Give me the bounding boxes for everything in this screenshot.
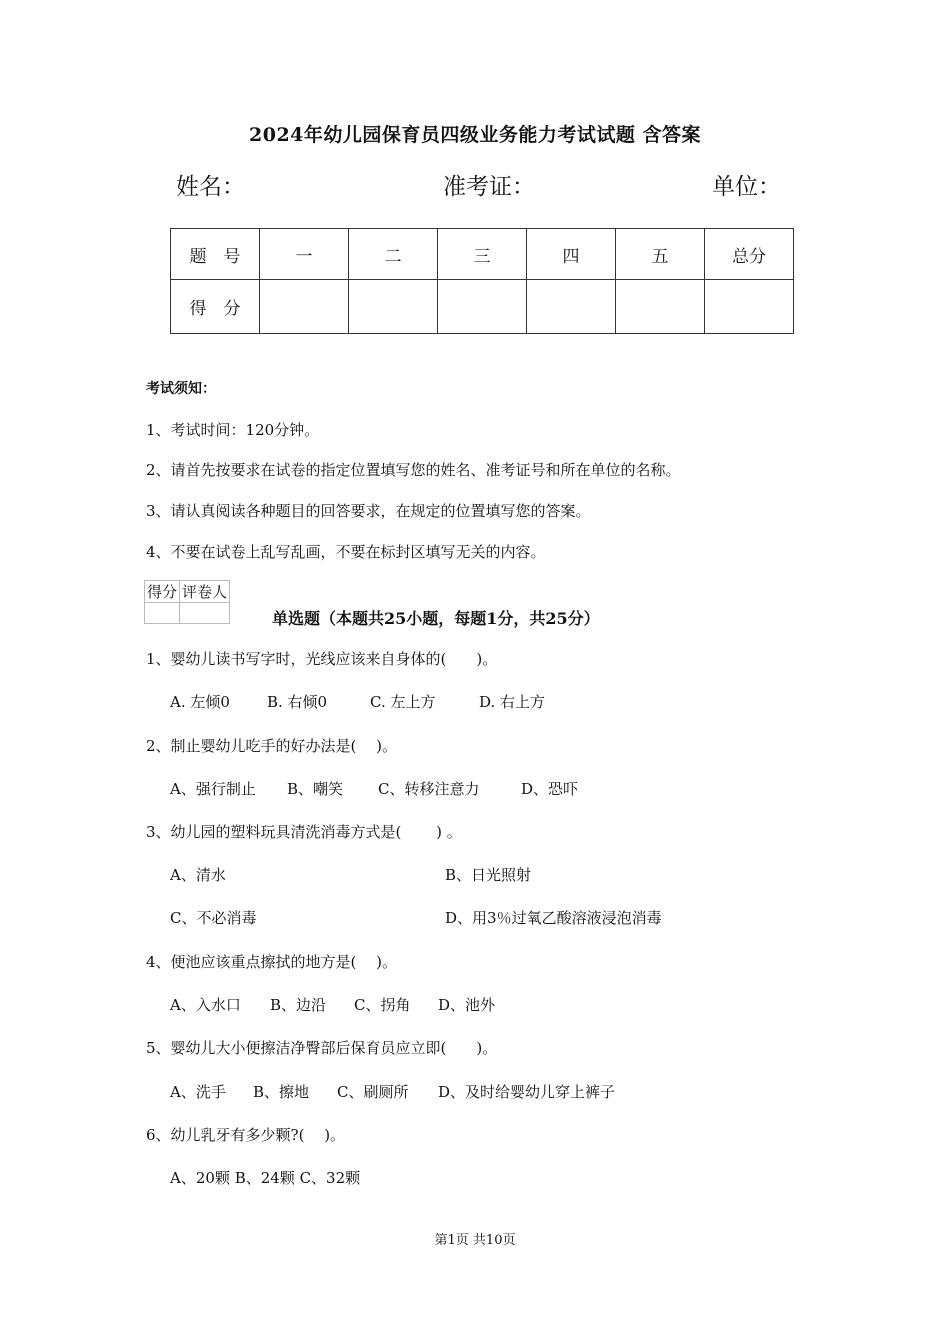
score-table-cell: [260, 280, 349, 334]
grader-reviewer-label: 评卷人: [180, 581, 230, 603]
score-table-cell: 一: [260, 229, 349, 280]
question-text: 4、便池应该重点擦拭的地方是( )。: [146, 953, 398, 971]
option: A. 左倾0: [170, 693, 230, 711]
grader-score-cell: [145, 603, 180, 624]
score-table-cell: 得 分: [171, 280, 260, 334]
score-table-header-row: [171, 229, 794, 280]
name-field-label: 姓名：: [176, 174, 245, 200]
score-table-cell: [616, 280, 705, 334]
option: B、日光照射: [445, 866, 532, 884]
option: B、擦地: [253, 1083, 310, 1101]
notice-item: 1、考试时间：120分钟。: [146, 421, 320, 439]
option: D、及时给婴幼儿穿上裤子: [438, 1083, 616, 1101]
option: C、拐角: [354, 996, 411, 1014]
option: D、恐吓: [521, 780, 579, 798]
question-text: 1、婴幼儿读书写字时，光线应该来自身体的( )。: [146, 650, 498, 668]
notice-item: 4、不要在试卷上乱写乱画，不要在标封区填写无关的内容。: [146, 543, 546, 561]
option: A、20颗 B、24颗 C、32颗: [170, 1169, 361, 1187]
question-text: 5、婴幼儿大小便擦洁净臀部后保育员应立即( )。: [146, 1039, 498, 1057]
option: B. 右倾0: [267, 693, 328, 711]
score-table-cell: [705, 280, 794, 334]
grader-score-label: 得分: [145, 581, 180, 603]
score-table-cell: 四: [527, 229, 616, 280]
question-text: 2、制止婴幼儿吃手的好办法是( )。: [146, 737, 398, 755]
score-table-score-row: [171, 280, 794, 334]
score-table-cell: [438, 280, 527, 334]
notice-item: 2、请首先按要求在试卷的指定位置填写您的姓名、准考证号和所在单位的名称。: [146, 461, 681, 479]
option: C、转移注意力: [378, 780, 480, 798]
option: D. 右上方: [479, 693, 546, 711]
option: D、池外: [438, 996, 496, 1014]
question-text: 6、幼儿乳牙有多少颗?( )。: [146, 1126, 346, 1144]
score-table: [170, 228, 794, 334]
ticket-field-label: 准考证：: [443, 174, 535, 200]
option: A、强行制止: [170, 780, 256, 798]
score-table-cell: 三: [438, 229, 527, 280]
option: B、嘲笑: [287, 780, 344, 798]
grader-box: [144, 580, 230, 624]
score-table-cell: 总分: [705, 229, 794, 280]
page-footer: 第1页 共10页: [434, 1233, 516, 1248]
score-table-cell: 题 号: [171, 229, 260, 280]
option: C、不必消毒: [170, 909, 257, 927]
unit-field-label: 单位：: [712, 174, 781, 200]
option: C、刷厕所: [337, 1083, 409, 1101]
question-text: 3、幼儿园的塑料玩具清洗消毒方式是( ) 。: [146, 823, 462, 841]
option: A、清水: [170, 866, 226, 884]
score-table-cell: [349, 280, 438, 334]
score-table-cell: 二: [349, 229, 438, 280]
notice-item: 3、请认真阅读各种题目的回答要求，在规定的位置填写您的答案。: [146, 502, 591, 520]
option: B、边沿: [270, 996, 327, 1014]
option: D、用3％过氧乙酸溶液浸泡消毒: [445, 909, 662, 927]
option: C. 左上方: [370, 693, 436, 711]
option: A、洗手: [170, 1083, 226, 1101]
section-heading: 单选题（本题共25小题，每题1分，共25分）: [272, 609, 600, 628]
option: A、入水口: [170, 996, 241, 1014]
document-title: 2024年幼儿园保育员四级业务能力考试试题 含答案: [249, 124, 701, 146]
score-table-cell: 五: [616, 229, 705, 280]
grader-reviewer-cell: [180, 603, 230, 624]
notice-heading: 考试须知：: [146, 381, 216, 397]
score-table-cell: [527, 280, 616, 334]
